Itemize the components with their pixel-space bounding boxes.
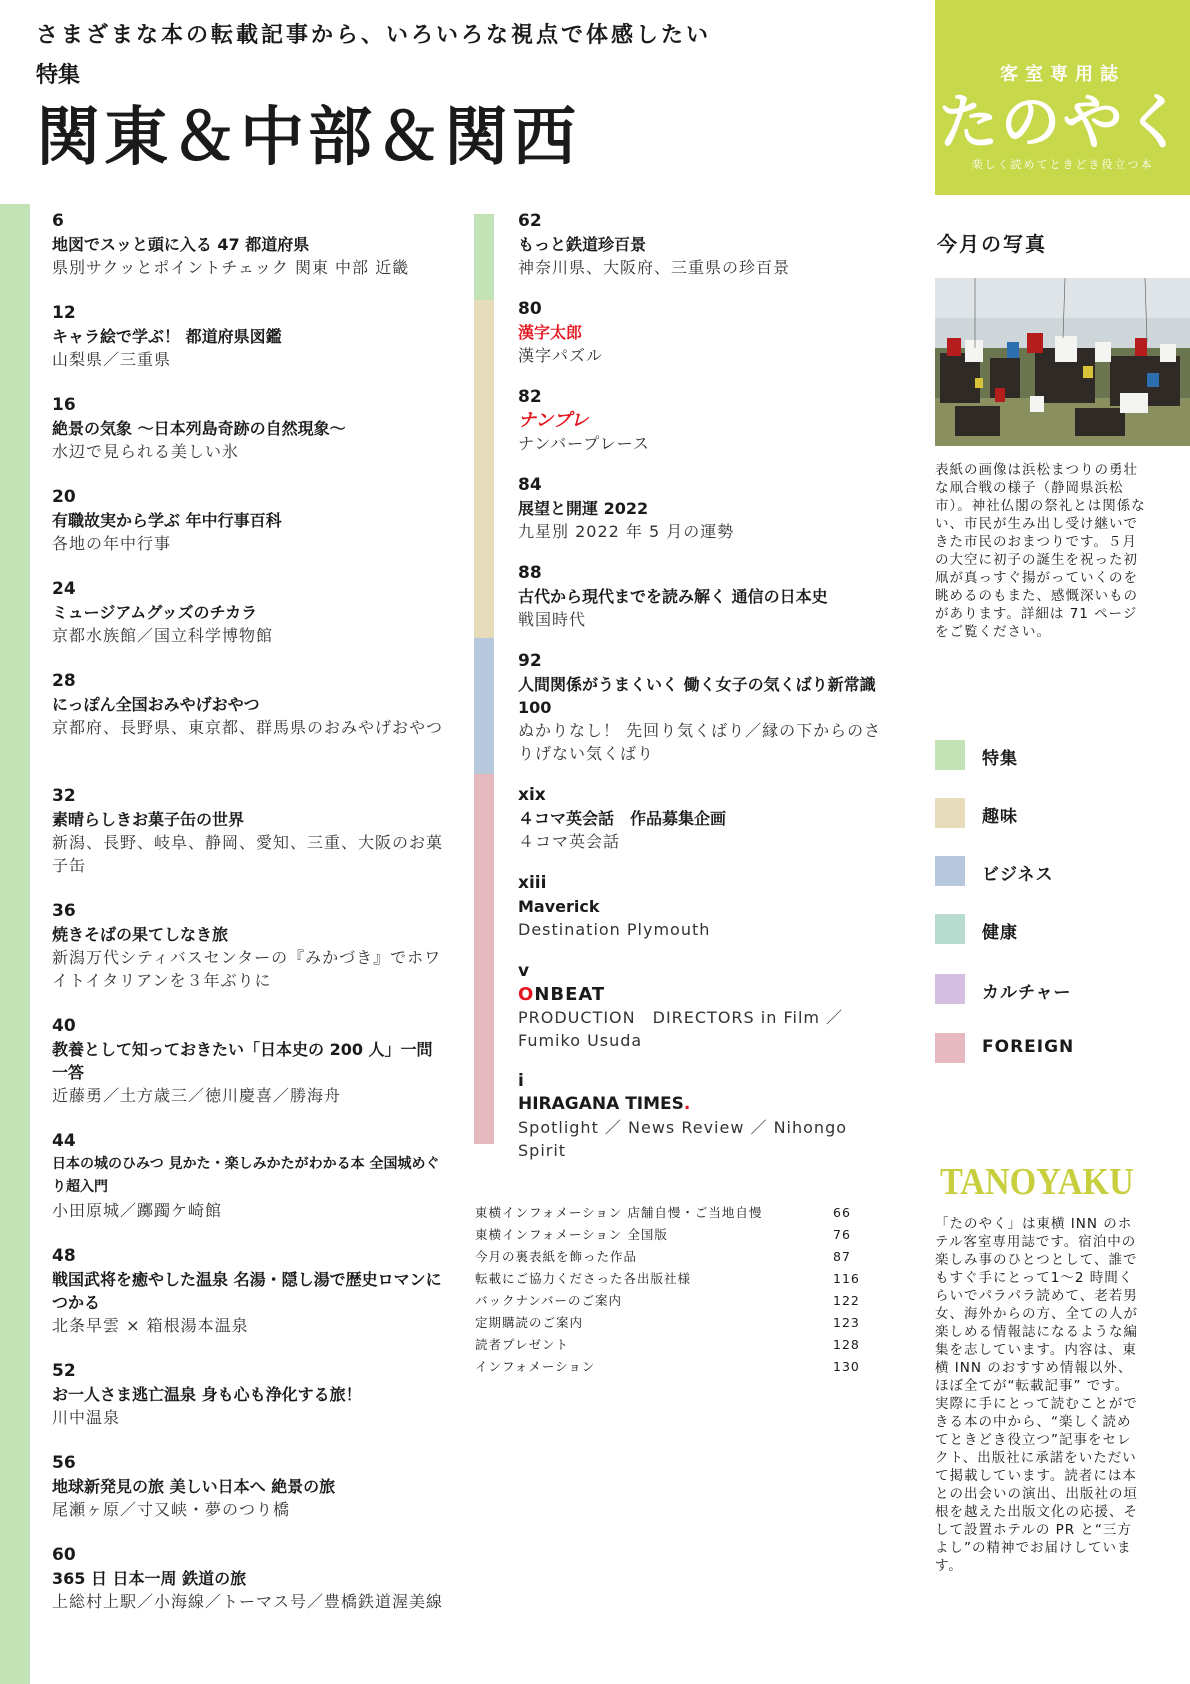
toc-page-number: 52 (52, 1361, 76, 1381)
info-label: 東横インフォメーション 全国版 (475, 1227, 668, 1242)
toc-entry[interactable] (518, 650, 898, 765)
toc-heading: 展望と開運 2022 (518, 499, 649, 518)
toc-heading: ミュージアムグッズのチカラ (52, 603, 258, 622)
toc-description: ぬかりなし！ 先回り気くばり／縁の下からのさりげない気くばり (518, 721, 882, 763)
photo-caption: 表紙の画像は浜松まつりの勇壮な凧合戦の様子（静岡県浜松市）。神社仏閣の祭礼とは関係ない、市民が生み出し受け継いできた市民のおまつりです。５月の大空に初子の誕生を祝った初凧が真っすぐ揚がっていくのを眺めるのもまた、感慨深いものがあります。詳細は 71 ページをご覧ください。 (935, 462, 1146, 640)
info-page: 128 (833, 1337, 860, 1352)
toc-entry[interactable] (52, 900, 447, 992)
toc-heading: お一人さま逃亡温泉 身も心も浄化する旅！ (52, 1385, 362, 1404)
toc-entry[interactable] (52, 394, 447, 463)
toc-page-number: 84 (518, 475, 542, 495)
toc-page-number: 28 (52, 671, 76, 691)
toc-heading: 地図でスッと頭に入る 47 都道府県 (52, 235, 310, 254)
toc-page-number: i (518, 1071, 524, 1091)
toc-entry[interactable] (518, 298, 898, 367)
numpla-logo: ナンプレ (518, 410, 589, 431)
category-bar-hobby (474, 300, 494, 638)
category-bar-feature (474, 214, 494, 300)
toc-heading: 人間関係がうまくいく 働く女子の気くばり新常識 100 (518, 675, 876, 717)
info-label: 転載にご協力くださった各出版社様 (475, 1271, 692, 1286)
tanoyaku-logo: TANOYAKU (940, 1161, 1134, 1203)
toc-entry[interactable] (52, 578, 447, 647)
onbeat-logo (518, 983, 898, 1006)
toc-page-number: v (518, 961, 530, 981)
info-page: 66 (833, 1205, 851, 1220)
legend-swatch-business (935, 856, 965, 886)
legend-swatch-foreign (935, 1033, 965, 1063)
toc-description: Destination Plymouth (518, 920, 711, 939)
toc-description: 県別サクッとポイントチェック 関東 中部 近畿 (52, 258, 410, 277)
toc-page-number: 62 (518, 211, 542, 231)
legend-label: FOREIGN (982, 1037, 1075, 1057)
toc-entry[interactable] (52, 1015, 447, 1107)
info-row[interactable] (475, 1202, 865, 1224)
info-label: 今月の裏表紙を飾った作品 (475, 1249, 638, 1264)
toc-page-number: 82 (518, 387, 542, 407)
info-row[interactable] (475, 1290, 865, 1312)
toc-description: 山梨県／三重県 (52, 350, 172, 369)
toc-description: 新潟、長野、岐阜、静岡、愛知、三重、大阪のお菓子缶 (52, 833, 444, 875)
toc-page-number: 60 (52, 1545, 76, 1565)
toc-description: 近藤勇／土方歳三／徳川慶喜／勝海舟 (52, 1086, 342, 1105)
info-page: 76 (833, 1227, 851, 1242)
toc-page-number: 44 (52, 1131, 76, 1151)
toc-entry[interactable] (518, 474, 898, 543)
toc-entry[interactable] (518, 386, 898, 455)
toc-heading: 地球新発見の旅 美しい日本へ 絶景の旅 (52, 1477, 336, 1496)
toc-entry[interactable] (518, 210, 898, 279)
toc-heading: 古代から現代までを読み解く 通信の日本史 (518, 587, 828, 606)
info-row[interactable] (475, 1356, 865, 1378)
info-label: 定期購読のご案内 (475, 1315, 584, 1330)
kanji-taro-logo: 漢字太郎 (518, 323, 583, 342)
onbeat-logo-o: O (518, 984, 535, 1005)
toc-entry[interactable] (52, 1544, 447, 1613)
onbeat-logo-rest: NBEAT (534, 984, 606, 1005)
toc-description: 戦国時代 (518, 610, 587, 629)
toc-page-number: 92 (518, 651, 542, 671)
toc-page-number: 36 (52, 901, 76, 921)
toc-page-number: 80 (518, 299, 542, 319)
legend-swatch-health (935, 914, 965, 944)
toc-heading: 日本の城のひみつ 見かた・楽しみかたがわかる本 全国城めぐり超入門 (52, 1156, 440, 1195)
toc-entry[interactable] (52, 486, 447, 555)
toc-entry[interactable] (518, 784, 898, 853)
info-row[interactable] (475, 1268, 865, 1290)
toc-description: 各地の年中行事 (52, 534, 172, 553)
toc-entry[interactable] (52, 302, 447, 371)
info-page: 123 (833, 1315, 860, 1330)
toc-entry[interactable] (52, 210, 447, 279)
legend-label: 趣味 (982, 807, 1018, 827)
info-label: バックナンバーのご案内 (475, 1293, 623, 1308)
toc-page-number: 88 (518, 563, 542, 583)
toc-entry[interactable] (518, 872, 898, 941)
toc-entry[interactable] (52, 670, 447, 739)
toc-entry[interactable] (52, 1130, 447, 1222)
toc-heading: もっと鉄道珍百景 (518, 235, 647, 254)
toc-description: 上総村上駅／小海線／トーマス号／豊橋鉄道渥美線 (52, 1592, 444, 1611)
toc-page-number: 12 (52, 303, 76, 323)
cover-photo (935, 278, 1190, 446)
toc-description: ４コマ英会話 (518, 832, 621, 851)
toc-heading: 有職故実から学ぶ 年中行事百科 (52, 511, 282, 530)
toc-page-number: 24 (52, 579, 76, 599)
legend-label: 健康 (982, 923, 1018, 943)
toc-page-number: 56 (52, 1453, 76, 1473)
toc-description: 神奈川県、大阪府、三重県の珍百景 (518, 258, 791, 277)
legend-swatch-feature (935, 740, 965, 770)
page-subtitle: さまざまな本の転載記事から、いろいろな視点で体感したい (36, 23, 712, 48)
toc-description: Spotlight ／ News Review ／ Nihongo Spirit (518, 1118, 848, 1160)
toc-description: 北条早雲 × 箱根湯本温泉 (52, 1316, 249, 1335)
legend-swatch-culture (935, 974, 965, 1004)
hiragana-times-logo-dot: . (683, 1094, 691, 1114)
toc-page-number: xix (518, 785, 546, 805)
brand-block (935, 0, 1190, 195)
photo-heading: 今月の写真 (937, 232, 1047, 256)
category-bar-business (474, 638, 494, 774)
toc-entry[interactable] (518, 562, 898, 631)
toc-description: ナンバープレース (518, 434, 650, 453)
info-row[interactable] (475, 1334, 865, 1356)
toc-heading: Maverick (518, 897, 600, 916)
toc-entry[interactable] (52, 1452, 447, 1521)
legend-label: 特集 (982, 749, 1018, 769)
info-label: 東横インフォメーション 店舗自慢・ご当地自慢 (475, 1205, 763, 1220)
category-bar-foreign (474, 774, 494, 1144)
toc-entry[interactable] (52, 785, 447, 877)
toc-page-number: xiii (518, 873, 547, 893)
toc-description: 漢字パズル (518, 346, 604, 365)
toc-entry[interactable] (518, 1070, 898, 1162)
hiragana-times-logo-text: HIRAGANA TIMES (518, 1094, 684, 1114)
category-bar-feature (0, 204, 30, 1684)
toc-description: 九星別 2022 年 5 月の運勢 (518, 522, 735, 541)
legend-swatch-hobby (935, 798, 965, 828)
toc-entry[interactable] (52, 1245, 447, 1337)
info-page: 87 (833, 1249, 851, 1264)
info-list (475, 1202, 865, 1378)
toc-heading: 365 日 日本一周 鉄道の旅 (52, 1569, 247, 1588)
feature-label: 特集 (36, 63, 81, 88)
toc-entry[interactable] (518, 960, 898, 1052)
toc-heading: 焼きそばの果てしなき旅 (52, 925, 229, 944)
toc-page-number: 32 (52, 786, 76, 806)
toc-description: 新潟万代シティバスセンターの『みかづき』でホワイトイタリアンを３年ぶりに (52, 948, 442, 990)
toc-heading: ４コマ英会話 作品募集企画 (518, 809, 727, 828)
toc-heading: キャラ絵で学ぶ！ 都道府県図鑑 (52, 327, 282, 346)
festival-photo-illustration (935, 278, 1190, 446)
info-page: 130 (833, 1359, 860, 1374)
info-page: 122 (833, 1293, 860, 1308)
info-page: 116 (833, 1271, 860, 1286)
toc-heading: 素晴らしきお菓子缶の世界 (52, 810, 245, 829)
toc-heading: 戦国武将を癒やした温泉 名湯・隠し湯で歴史ロマンにつかる (52, 1270, 442, 1312)
brand-kicker: 客室専用誌 (1000, 64, 1125, 85)
toc-page-number: 48 (52, 1246, 76, 1266)
brand-tagline: 楽しく読めてときどき役立つ本 (971, 158, 1154, 171)
toc-description: 川中温泉 (52, 1408, 121, 1427)
toc-entry[interactable] (52, 1360, 447, 1429)
tanoyaku-description: 「たのやく」は東横 INN のホテル客室専用誌です。宿泊中の楽しみ事のひとつとして、誰でもすぐ手にとって1～2 時間くらいでパラパラ読めて、老若男女、海外からの方、全ての人が楽しめる情報誌になるような編集を志しています。内容は、東横 INN のおすすめ情報以外、ほぼ全てが“転載記事” です。実際に手にとって読むことができる本の中から、“楽しく読めてときどき役立つ”記事をセレクト、出版社に承諾をいただいて掲載しています。読者には本との出会いの演出、出版社の垣根を越えた出版文化の応援、そして設置ホテルの PR と“三方よし”の精神でお届けしています。 (935, 1216, 1138, 1574)
legend-label: ビジネス (982, 865, 1054, 885)
page-title: 関東＆中部＆関西 (36, 101, 580, 175)
legend-label: カルチャー (982, 983, 1072, 1003)
toc-heading: 教養として知っておきたい「日本史の 200 人」一問一答 (52, 1040, 433, 1082)
hiragana-times-logo (518, 1093, 898, 1116)
toc-page-number: 16 (52, 395, 76, 415)
brand-logo: たのやく (938, 88, 1187, 158)
toc-description: PRODUCTION DIRECTORS in Film ／ Fumiko Usuda (518, 1008, 844, 1050)
toc-description: 京都府、長野県、東京都、群馬県のおみやげおやつ (52, 718, 444, 737)
toc-page-number: 40 (52, 1016, 76, 1036)
toc-description: 小田原城／躑躅ケ崎館 (52, 1201, 223, 1220)
toc-heading: 絶景の気象 ～日本列島奇跡の自然現象～ (52, 419, 346, 438)
info-row[interactable] (475, 1246, 865, 1268)
info-row[interactable] (475, 1312, 865, 1334)
info-label: 読者プレゼント (475, 1337, 570, 1352)
toc-page-number: 6 (52, 211, 64, 231)
toc-description: 水辺で見られる美しい氷 (52, 442, 240, 461)
toc-description: 京都水族館／国立科学博物館 (52, 626, 274, 645)
toc-page-number: 20 (52, 487, 76, 507)
info-label: インフォメーション (475, 1359, 596, 1374)
toc-description: 尾瀬ヶ原／寸又峡・夢のつり橋 (52, 1500, 291, 1519)
info-row[interactable] (475, 1224, 865, 1246)
toc-heading: にっぽん全国おみやげおやつ (52, 695, 260, 714)
